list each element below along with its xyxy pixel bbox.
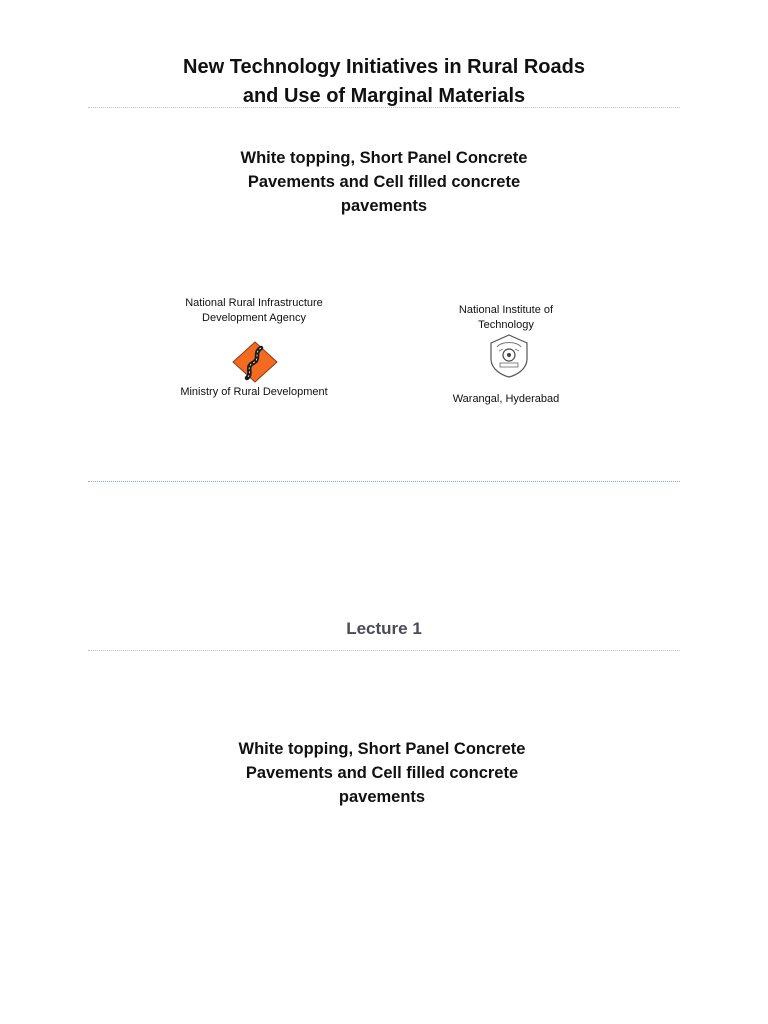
document-subtitle [0,146,768,218]
lecture-title [0,737,766,809]
nit-name [426,303,586,333]
document-title-line-1: New Technology Initiatives in Rural Roads [183,56,585,78]
document-title [0,53,768,111]
subtitle-line-3: pavements [340,197,428,215]
nit-name-line-1: National Institute of [458,304,554,316]
nrida-name [154,296,354,326]
lecture-divider [88,650,680,651]
nit-emblem-icon [487,333,531,379]
ministry-name: Ministry of Rural Development [180,386,328,398]
lecture-title-line-3: pavements [338,788,426,806]
nit-name-line-2: Technology [478,319,534,331]
nit-location: Warangal, Hyderabad [452,393,560,405]
subtitle-line-1: White topping, Short Panel Concrete [240,149,528,167]
document-title-line-2: and Use of Marginal Materials [242,85,526,107]
nrida-name-line-2: Development Agency [202,312,306,324]
nrida-logo-icon [231,341,279,383]
subtitle-line-2: Pavements and Cell filled concrete [247,173,521,191]
lecture-title-line-2: Pavements and Cell filled concrete [245,764,519,782]
lecture-label: Lecture 1 [346,619,422,638]
section-divider [88,481,680,482]
nrida-name-line-1: National Rural Infrastructure [185,297,323,309]
lecture-title-line-1: White topping, Short Panel Concrete [238,740,526,758]
title-divider [88,107,680,108]
